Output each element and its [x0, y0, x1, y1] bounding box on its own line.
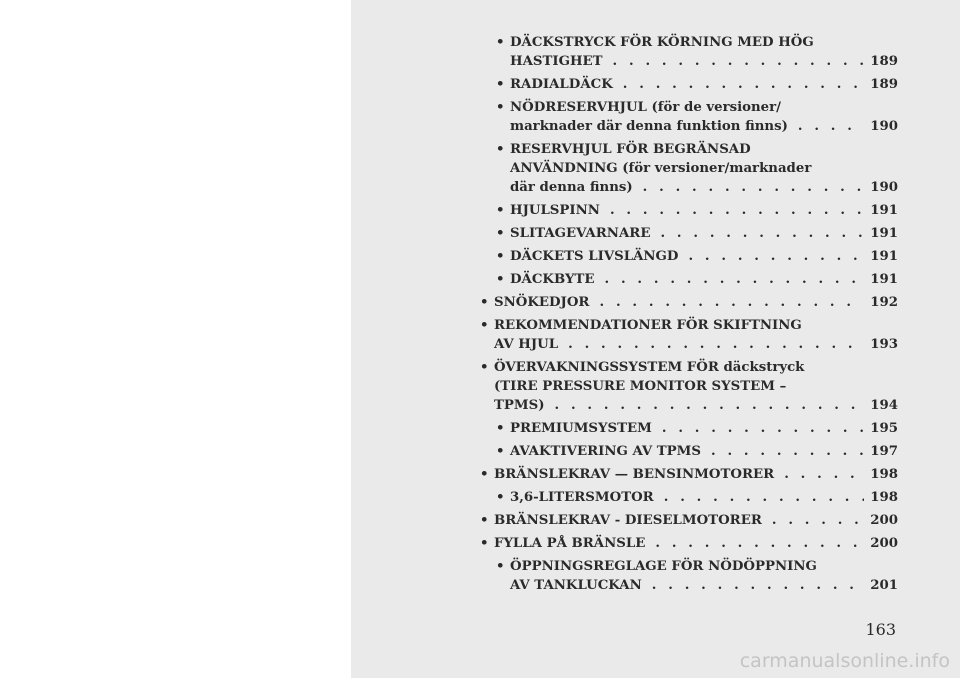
toc-entry-text: DÄCKETS LIVSLÄNGD: [510, 249, 679, 264]
toc-entry-page: 198: [870, 490, 898, 505]
dot-leader: [772, 511, 864, 530]
toc-entry-page: 197: [870, 444, 898, 459]
toc-entry-page: 189: [870, 54, 898, 69]
toc-entry-text: marknader där denna funktion finns): [510, 119, 788, 134]
toc-entry-text: HASTIGHET: [510, 54, 603, 69]
toc-entry-page: 191: [870, 226, 898, 241]
dot-leader: [613, 52, 865, 71]
toc-entry-page: 198: [870, 467, 898, 482]
toc-entry[interactable]: [478, 316, 898, 354]
toc-entry-text: HJULSPINN: [510, 203, 600, 218]
toc-entry-page: 190: [870, 180, 898, 195]
toc-entry-text: AV HJUL: [494, 337, 559, 352]
dot-leader: [655, 534, 864, 553]
bullet-icon: •: [496, 559, 505, 574]
toc-entry-last-line: [510, 224, 898, 243]
dot-leader: [688, 247, 864, 266]
bullet-icon: •: [496, 35, 505, 50]
toc-entry-last-line: [494, 396, 898, 415]
bullet-icon: •: [480, 360, 489, 375]
bullet-icon: •: [480, 318, 489, 333]
bullet-icon: •: [480, 513, 489, 528]
toc-entry-last-line: [510, 247, 898, 266]
toc-entry-text: NÖDRESERVHJUL (för de versioner/: [510, 100, 782, 115]
bullet-icon: •: [496, 226, 505, 241]
toc-entry-page: 200: [870, 513, 898, 528]
toc-entry-text: DÄCKBYTE: [510, 272, 595, 287]
bullet-icon: •: [496, 100, 505, 115]
toc-entry[interactable]: [478, 224, 898, 243]
bullet-icon: •: [480, 295, 489, 310]
toc-entry-text: ANVÄNDNING (för versioner/marknader: [510, 161, 812, 176]
toc-entry-text: RESERVHJUL FÖR BEGRÄNSAD: [510, 142, 751, 157]
bullet-icon: •: [496, 249, 505, 264]
toc-entry-last-line: [510, 419, 898, 438]
toc-entry-text: AV TANKLUCKAN: [510, 578, 642, 593]
toc-entry-page: 189: [870, 77, 898, 92]
toc-entry-page: 200: [870, 536, 898, 551]
toc-entry[interactable]: [478, 557, 898, 595]
dot-leader: [784, 465, 864, 484]
dot-leader: [662, 419, 864, 438]
toc-entry-text: REKOMMENDATIONER FÖR SKIFTNING: [494, 318, 802, 333]
toc-entry-page: 191: [870, 272, 898, 287]
page-number: 163: [865, 620, 896, 639]
document-page: [351, 0, 960, 678]
toc-entry-text: FYLLA PÅ BRÄNSLE: [494, 536, 646, 551]
bullet-icon: •: [496, 77, 505, 92]
toc-entry-text: ÖPPNINGSREGLAGE FÖR NÖDÖPPNING: [510, 559, 817, 574]
toc-entry[interactable]: [478, 75, 898, 94]
dot-leader: [664, 488, 865, 507]
toc-entry-page: 191: [870, 249, 898, 264]
toc-entry[interactable]: [478, 358, 898, 415]
bullet-icon: •: [496, 203, 505, 218]
toc-entry-text: TPMS): [494, 398, 545, 413]
toc-entry[interactable]: [478, 98, 898, 136]
toc-entry[interactable]: [478, 33, 898, 71]
toc-entry-text: PREMIUMSYSTEM: [510, 421, 652, 436]
bullet-icon: •: [480, 536, 489, 551]
toc-entry-text: BRÄNSLEKRAV - DIESELMOTORER: [494, 513, 762, 528]
toc-entry-last-line: [494, 293, 898, 312]
bullet-icon: •: [496, 444, 505, 459]
dot-leader: [711, 442, 864, 461]
dot-leader: [660, 224, 864, 243]
dot-leader: [610, 201, 864, 220]
toc-entry-last-line: [494, 511, 898, 530]
toc-entry-page: 201: [870, 578, 898, 593]
watermark: carmanualsonline.info: [739, 650, 950, 672]
toc-entry[interactable]: [478, 270, 898, 289]
toc-entry-last-line: [494, 534, 898, 553]
toc-entry-page: 192: [870, 295, 898, 310]
dot-leader: [643, 178, 865, 197]
bullet-icon: •: [496, 142, 505, 157]
toc-entry-text: (TIRE PRESSURE MONITOR SYSTEM –: [494, 379, 787, 394]
toc-entry[interactable]: [478, 419, 898, 438]
toc-entry[interactable]: [478, 534, 898, 553]
toc-entry-page: 195: [870, 421, 898, 436]
toc-entry-text: 3,6-LITERSMOTOR: [510, 490, 654, 505]
toc-entry-text: RADIALDÄCK: [510, 77, 613, 92]
dot-leader: [568, 335, 864, 354]
dot-leader: [600, 293, 865, 312]
toc-entry[interactable]: [478, 201, 898, 220]
toc-entry-last-line: [510, 488, 898, 507]
toc-entry-last-line: [510, 201, 898, 220]
toc-entry[interactable]: [478, 511, 898, 530]
toc-entry-page: 193: [870, 337, 898, 352]
toc-entry-text: AVAKTIVERING AV TPMS: [510, 444, 701, 459]
bullet-icon: •: [480, 467, 489, 482]
dot-leader: [652, 576, 864, 595]
toc-entry[interactable]: [478, 140, 898, 197]
toc-entry[interactable]: [478, 442, 898, 461]
toc-entry-last-line: [510, 117, 898, 136]
toc-entry-last-line: [494, 465, 898, 484]
left-blank-area: [0, 0, 351, 678]
toc-entry-last-line: [510, 270, 898, 289]
toc-entry[interactable]: [478, 293, 898, 312]
dot-leader: [555, 396, 865, 415]
toc-entry-last-line: [510, 442, 898, 461]
bullet-icon: •: [496, 490, 505, 505]
toc-entry-last-line: [510, 75, 898, 94]
toc-entry-text: DÄCKSTRYCK FÖR KÖRNING MED HÖG: [510, 35, 814, 50]
dot-leader: [623, 75, 864, 94]
toc-entry[interactable]: [478, 465, 898, 484]
toc-entry[interactable]: [478, 488, 898, 507]
toc-entry-text: SLITAGEVARNARE: [510, 226, 651, 241]
toc-entry-page: 190: [870, 119, 898, 134]
toc-entry-last-line: [510, 178, 898, 197]
toc-entry-text: ÖVERVAKNINGSSYSTEM FÖR däckstryck: [494, 360, 805, 375]
bullet-icon: •: [496, 272, 505, 287]
toc-entry-last-line: [494, 335, 898, 354]
toc-entry-text: BRÄNSLEKRAV — BENSINMOTORER: [494, 467, 775, 482]
toc-entry-last-line: [510, 576, 898, 595]
table-of-contents: [478, 33, 898, 599]
toc-entry[interactable]: [478, 247, 898, 266]
toc-entry-text: där denna finns): [510, 180, 633, 195]
toc-entry-last-line: [510, 52, 898, 71]
toc-entry-text: SNÖKEDJOR: [494, 295, 590, 310]
dot-leader: [605, 270, 865, 289]
toc-entry-page: 194: [870, 398, 898, 413]
toc-entry-page: 191: [870, 203, 898, 218]
dot-leader: [798, 117, 864, 136]
bullet-icon: •: [496, 421, 505, 436]
